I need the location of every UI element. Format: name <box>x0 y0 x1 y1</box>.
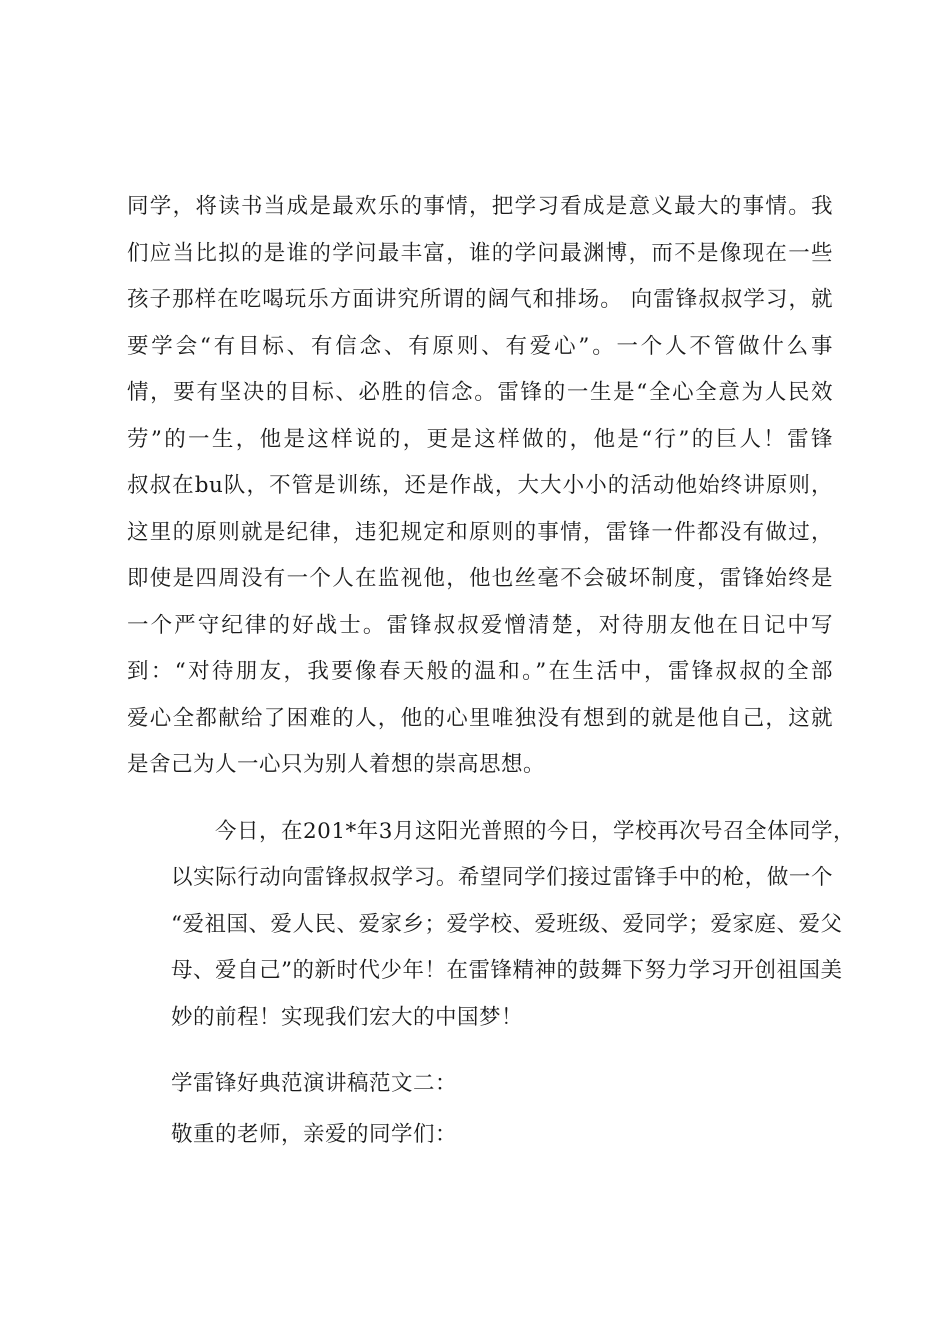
salutation <box>127 1112 833 1159</box>
text-line: 是舍己为人一心只为别人着想的崇高思想。 <box>127 752 546 777</box>
text-line: 到：“对待朋友，我要像春天般的温和。”在生活中，雷锋叔叔的全部 <box>127 659 833 684</box>
text-line: 妙的前程！实现我们宏大的中国梦！ <box>171 1004 524 1030</box>
document-body <box>127 184 855 1158</box>
text-line: 叔叔在bu队，不管是训练，还是作战，大大小小的活动他始终讲原则， <box>127 473 833 498</box>
text-line: 这里的原则就是纪律，违犯规定和原则的事情，雷锋一件都没有做过， <box>127 519 833 545</box>
section-heading <box>127 1061 833 1108</box>
text-line: 即使是四周没有一个人在监视他，他也丝毫不会破坏制度，雷锋始终是 <box>127 566 833 591</box>
text-line: 情，要有坚决的目标、必胜的信念。雷锋的一生是“全心全意为人民效 <box>127 380 833 405</box>
text-line: 孩子那样在吃喝玩乐方面讲究所谓的阔气和排场。 向雷锋叔叔学习，就 <box>127 287 833 312</box>
salutation-text: 敬重的老师，亲爱的同学们： <box>171 1121 458 1147</box>
text-line: 劳”的一生，他是这样说的，更是这样做的，他是“行”的巨人！雷锋 <box>127 426 833 452</box>
text-line: 一个严守纪律的好战士。雷锋叔叔爱憎清楚，对待朋友他在日记中写 <box>127 612 833 638</box>
text-line: 要学会“有目标、有信念、有原则、有爱心”。一个人不管做什么事 <box>127 333 833 359</box>
paragraph-gap <box>127 789 833 809</box>
text-line: 今日，在201*年3月这阳光普照的今日，学校再次号召全体同学， <box>215 818 855 844</box>
text-line: 母、爱自己”的新时代少年！在雷锋精神的鼓舞下努力学习开创祖国美 <box>171 958 843 983</box>
paragraph-gap <box>127 1041 833 1061</box>
heading-text: 学雷锋好典范演讲稿范文二： <box>171 1071 458 1096</box>
text-line: 爱心全都献给了困难的人，他的心里唯独没有想到的就是他自己，这就 <box>127 705 833 731</box>
text-line: 同学，将读书当成是最欢乐的事情，把学习看成是意义最大的事情。我 <box>127 194 833 219</box>
paragraph-2 <box>127 809 855 1042</box>
paragraph-1 <box>127 184 833 789</box>
text-line: “爱祖国、爱人民、爱家乡；爱学校、爱班级、爱同学；爱家庭、爱父 <box>171 911 843 937</box>
text-line: 们应当比拟的是谁的学问最丰富，谁的学问最渊博，而不是像现在一些 <box>127 240 833 266</box>
text-line: 以实际行动向雷锋叔叔学习。希望同学们接过雷锋手中的枪，做一个 <box>171 865 833 890</box>
